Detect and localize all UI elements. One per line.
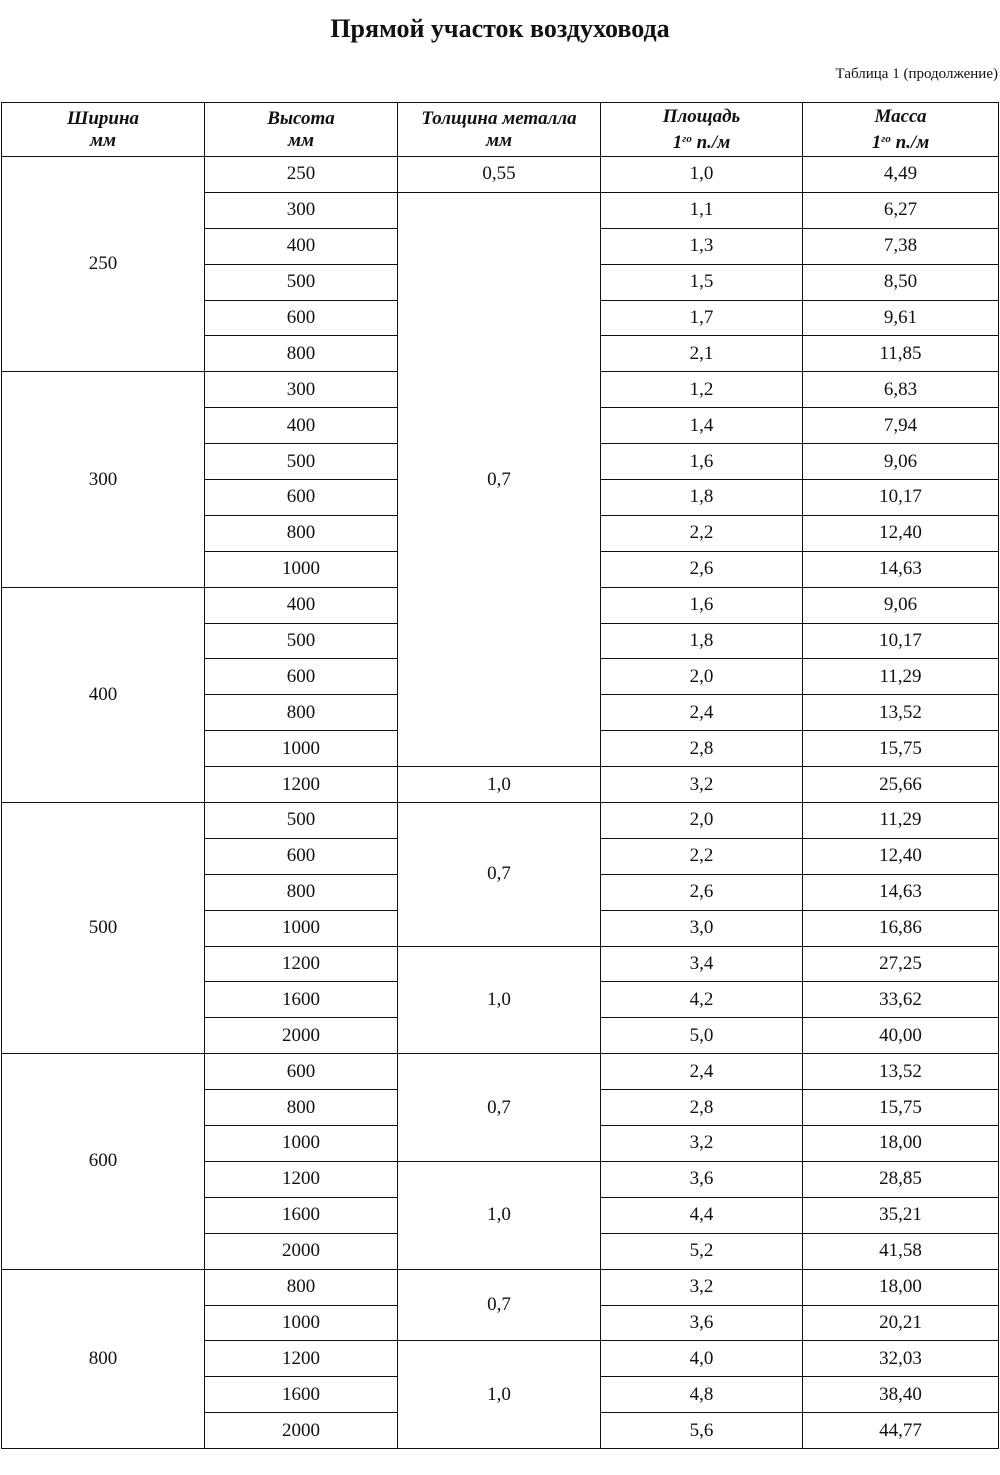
mass-cell: 11,29	[803, 803, 999, 839]
width-cell: 400	[2, 587, 205, 802]
thickness-cell: 1,0	[398, 946, 601, 1054]
area-cell: 3,6	[601, 1305, 803, 1341]
header-area: Площадь $1^{го}$ п./м	[601, 103, 803, 157]
thickness-cell: 0,7	[398, 192, 601, 766]
mass-cell: 32,03	[803, 1341, 999, 1377]
height-cell: 2000	[205, 1413, 398, 1449]
area-cell: 5,6	[601, 1413, 803, 1449]
mass-cell: 40,00	[803, 1018, 999, 1054]
mass-cell: 10,17	[803, 480, 999, 516]
area-cell: 4,8	[601, 1377, 803, 1413]
height-cell: 500	[205, 444, 398, 480]
table-body	[2, 157, 999, 1449]
height-cell: 1000	[205, 1126, 398, 1162]
table-header-row	[2, 103, 999, 157]
area-cell: 3,4	[601, 946, 803, 982]
area-cell: 1,8	[601, 480, 803, 516]
area-cell: 1,7	[601, 300, 803, 336]
width-cell: 800	[2, 1269, 205, 1448]
area-cell: 2,6	[601, 874, 803, 910]
height-cell: 1200	[205, 946, 398, 982]
mass-cell: 14,63	[803, 551, 999, 587]
height-cell: 2000	[205, 1018, 398, 1054]
height-cell: 1600	[205, 1377, 398, 1413]
mass-cell: 15,75	[803, 1090, 999, 1126]
height-cell: 1200	[205, 1341, 398, 1377]
mass-cell: 18,00	[803, 1269, 999, 1305]
area-cell: 1,4	[601, 408, 803, 444]
table-caption: Таблица 1 (продолжение)	[835, 66, 998, 82]
height-cell: 250	[205, 157, 398, 193]
mass-cell: 12,40	[803, 838, 999, 874]
area-cell: 3,2	[601, 1269, 803, 1305]
height-cell: 800	[205, 695, 398, 731]
thickness-cell: 0,7	[398, 1269, 601, 1341]
header-height: Высота мм	[205, 103, 398, 157]
mass-cell: 13,52	[803, 1054, 999, 1090]
area-cell: 1,0	[601, 157, 803, 193]
area-cell: 3,6	[601, 1161, 803, 1197]
mass-cell: 9,06	[803, 587, 999, 623]
header-mass: Масса $1^{го}$ п./м	[803, 103, 999, 157]
height-cell: 300	[205, 372, 398, 408]
mass-cell: 8,50	[803, 264, 999, 300]
thickness-cell: 1,0	[398, 1161, 601, 1269]
header-thickness: Толщина металла мм	[398, 103, 601, 157]
width-cell: 250	[2, 157, 205, 372]
area-cell: 4,4	[601, 1197, 803, 1233]
mass-cell: 10,17	[803, 623, 999, 659]
area-cell: 2,2	[601, 515, 803, 551]
area-cell: 2,4	[601, 1054, 803, 1090]
mass-cell: 33,62	[803, 982, 999, 1018]
area-cell: 1,6	[601, 587, 803, 623]
area-cell: 2,8	[601, 1090, 803, 1126]
mass-cell: 28,85	[803, 1161, 999, 1197]
width-cell: 500	[2, 803, 205, 1054]
mass-cell: 25,66	[803, 767, 999, 803]
area-cell: 5,2	[601, 1233, 803, 1269]
height-cell: 800	[205, 874, 398, 910]
area-cell: 1,8	[601, 623, 803, 659]
table-row	[2, 157, 999, 193]
height-cell: 1000	[205, 551, 398, 587]
area-cell: 2,8	[601, 731, 803, 767]
height-cell: 400	[205, 228, 398, 264]
mass-cell: 38,40	[803, 1377, 999, 1413]
height-cell: 500	[205, 264, 398, 300]
table-row	[2, 803, 999, 839]
mass-cell: 16,86	[803, 910, 999, 946]
height-cell: 800	[205, 1090, 398, 1126]
thickness-cell: 0,55	[398, 157, 601, 193]
area-cell: 3,2	[601, 1126, 803, 1162]
area-cell: 4,0	[601, 1341, 803, 1377]
mass-cell: 6,83	[803, 372, 999, 408]
mass-cell: 41,58	[803, 1233, 999, 1269]
mass-cell: 20,21	[803, 1305, 999, 1341]
area-cell: 1,1	[601, 192, 803, 228]
height-cell: 1000	[205, 1305, 398, 1341]
height-cell: 2000	[205, 1233, 398, 1269]
height-cell: 1000	[205, 910, 398, 946]
height-cell: 500	[205, 803, 398, 839]
mass-cell: 9,06	[803, 444, 999, 480]
mass-cell: 15,75	[803, 731, 999, 767]
mass-cell: 18,00	[803, 1126, 999, 1162]
height-cell: 600	[205, 659, 398, 695]
area-cell: 2,1	[601, 336, 803, 372]
height-cell: 800	[205, 515, 398, 551]
mass-cell: 9,61	[803, 300, 999, 336]
height-cell: 1600	[205, 1197, 398, 1233]
area-cell: 1,6	[601, 444, 803, 480]
table-row	[2, 1054, 999, 1090]
height-cell: 1600	[205, 982, 398, 1018]
area-cell: 1,3	[601, 228, 803, 264]
height-cell: 400	[205, 587, 398, 623]
area-cell: 1,5	[601, 264, 803, 300]
height-cell: 1200	[205, 1161, 398, 1197]
mass-cell: 7,38	[803, 228, 999, 264]
width-cell: 600	[2, 1054, 205, 1269]
table-row	[2, 1269, 999, 1305]
height-cell: 600	[205, 300, 398, 336]
height-cell: 1000	[205, 731, 398, 767]
mass-cell: 35,21	[803, 1197, 999, 1233]
duct-table	[1, 102, 999, 1449]
area-cell: 2,2	[601, 838, 803, 874]
thickness-cell: 1,0	[398, 767, 601, 803]
mass-cell: 11,85	[803, 336, 999, 372]
area-cell: 4,2	[601, 982, 803, 1018]
mass-cell: 44,77	[803, 1413, 999, 1449]
height-cell: 400	[205, 408, 398, 444]
thickness-cell: 1,0	[398, 1341, 601, 1449]
height-cell: 800	[205, 336, 398, 372]
mass-cell: 27,25	[803, 946, 999, 982]
height-cell: 600	[205, 838, 398, 874]
height-cell: 800	[205, 1269, 398, 1305]
height-cell: 500	[205, 623, 398, 659]
area-cell: 2,6	[601, 551, 803, 587]
area-cell: 5,0	[601, 1018, 803, 1054]
mass-cell: 12,40	[803, 515, 999, 551]
mass-cell: 6,27	[803, 192, 999, 228]
height-cell: 1200	[205, 767, 398, 803]
area-cell: 3,0	[601, 910, 803, 946]
height-cell: 300	[205, 192, 398, 228]
area-cell: 2,4	[601, 695, 803, 731]
page-title: Прямой участок воздуховода	[330, 14, 670, 43]
area-cell: 2,0	[601, 803, 803, 839]
area-cell: 2,0	[601, 659, 803, 695]
thickness-cell: 0,7	[398, 803, 601, 947]
header-width: Ширина мм	[2, 103, 205, 157]
area-cell: 3,2	[601, 767, 803, 803]
mass-cell: 14,63	[803, 874, 999, 910]
mass-cell: 7,94	[803, 408, 999, 444]
mass-cell: 13,52	[803, 695, 999, 731]
thickness-cell: 0,7	[398, 1054, 601, 1162]
mass-cell: 4,49	[803, 157, 999, 193]
height-cell: 600	[205, 1054, 398, 1090]
height-cell: 600	[205, 480, 398, 516]
mass-cell: 11,29	[803, 659, 999, 695]
area-cell: 1,2	[601, 372, 803, 408]
width-cell: 300	[2, 372, 205, 587]
